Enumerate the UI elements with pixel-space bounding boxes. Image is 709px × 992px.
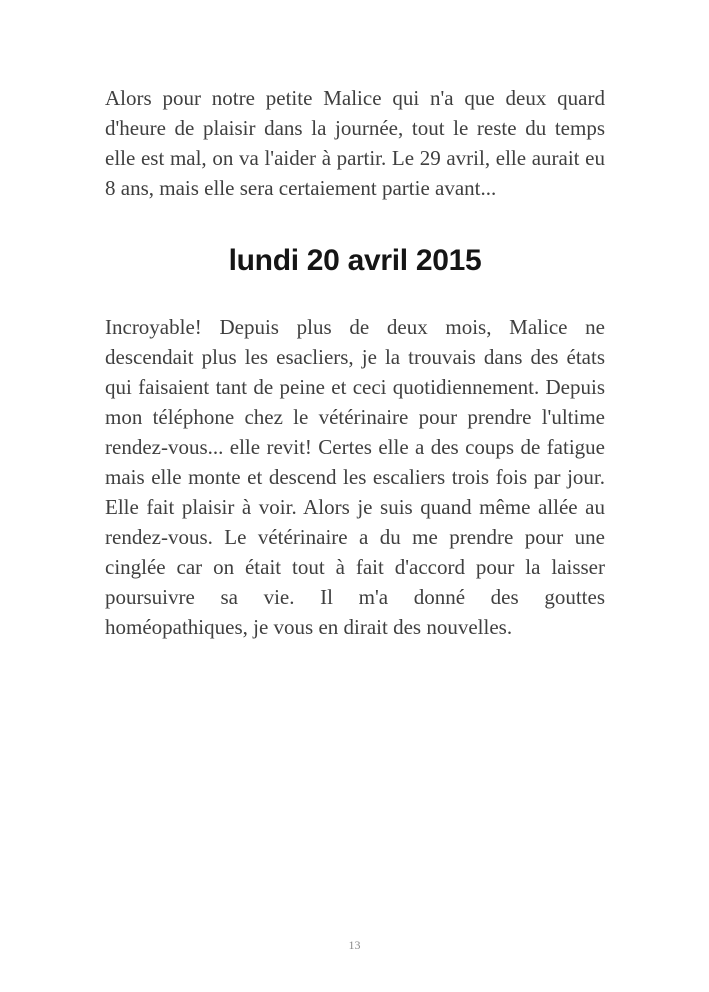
page-content	[105, 0, 605, 642]
paragraph-after-heading: Incroyable! Depuis plus de deux mois, Malice ne descendait plus les esacliers, je la trouvais dans des états qui faisaient tant de peine et ceci quotidiennement. Depuis mon téléphone chez le vétérinaire pour prendre l'ultime rendez-vous... elle revit! Certes elle a des coups de fatigue mais elle monte et descend les escaliers trois fois par jour. Elle fait plaisir à voir. Alors je suis quand même allée au rendez-vous. Le vétérinaire a du me prendre pour une cinglée car on était tout à fait d'accord pour la laisser poursuivre sa vie. Il m'a donné des gouttes homéopathiques, je vous en dirait des nouvelles.	[105, 315, 605, 639]
date-heading: lundi 20 avril 2015	[228, 244, 482, 277]
paragraph-before-heading: Alors pour notre petite Malice qui n'a que deux quard d'heure de plaisir dans la journée, tout le reste du temps elle est mal, on va l'aider à partir. Le 29 avril, elle aurait eu 8 ans, mais elle sera certaiement partie avant...	[105, 86, 605, 200]
page-number: 13	[348, 938, 361, 952]
